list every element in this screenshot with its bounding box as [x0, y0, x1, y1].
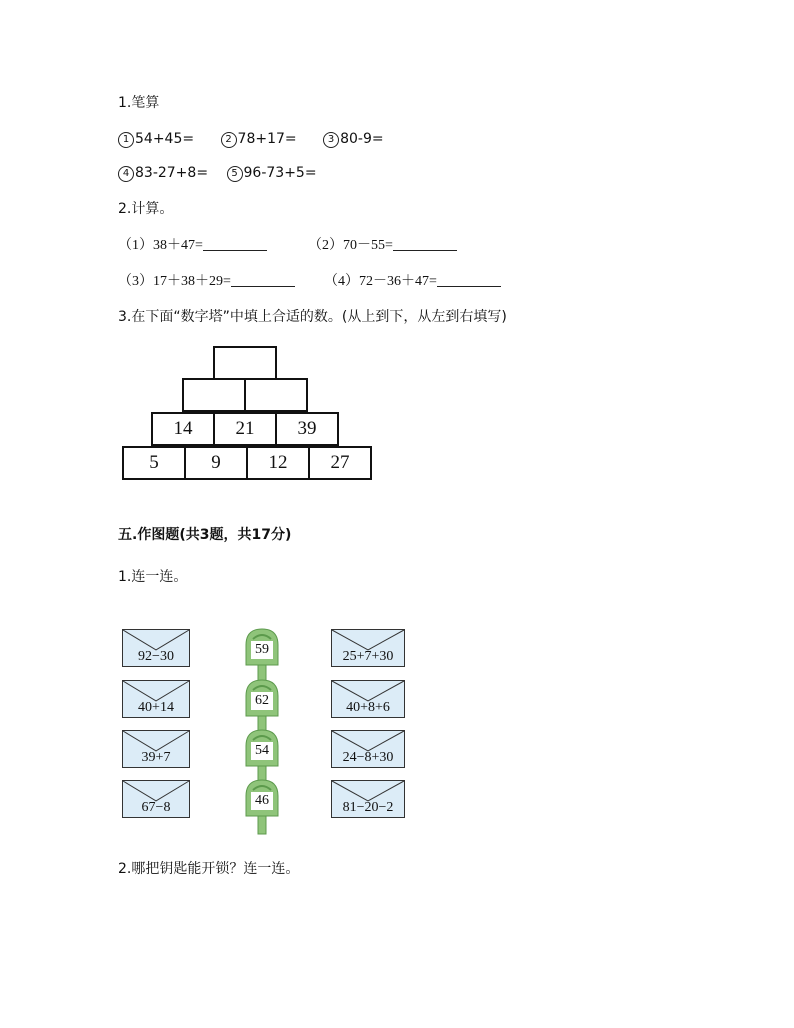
- q1-expr: 83-27+8=: [135, 165, 209, 181]
- q1-title: 1.笔算: [118, 95, 160, 111]
- tower-cell: 27: [308, 446, 372, 480]
- mailbox-number: 62: [251, 692, 273, 710]
- envelope[interactable]: [122, 680, 190, 718]
- q1-item: [118, 164, 208, 182]
- q2-expr: 72－36＋47=: [359, 274, 437, 289]
- circled-number: 2: [221, 132, 237, 148]
- envelope[interactable]: [331, 629, 405, 667]
- q1-row-1: [118, 130, 406, 148]
- tower-cell: 39: [275, 412, 339, 446]
- q2-expr: 38＋47=: [153, 238, 203, 253]
- tower-cell: 14: [151, 412, 215, 446]
- q1-item: [323, 130, 384, 148]
- answer-blank[interactable]: [437, 272, 501, 287]
- envelope[interactable]: [122, 730, 190, 768]
- q1-item: [118, 130, 194, 148]
- envelope-label: 40+8+6: [346, 700, 390, 715]
- envelope-label: 67−8: [141, 800, 171, 815]
- q2-item-3: [118, 272, 295, 291]
- q1-expr: 96-73+5=: [243, 165, 317, 181]
- envelope[interactable]: [331, 680, 405, 718]
- q1-expr: 54+45=: [135, 131, 195, 147]
- circled-number: 1: [118, 132, 134, 148]
- section-title: 五.作图题(共3题，共17分): [118, 527, 292, 543]
- s5q2-title: 2.哪把钥匙能开锁？连一连。: [118, 861, 300, 877]
- envelope-label: 92−30: [138, 649, 174, 664]
- tower-cell-empty[interactable]: [244, 378, 308, 412]
- circled-number: 4: [118, 166, 134, 182]
- circled-number: 5: [227, 166, 243, 182]
- mailbox-number: 54: [251, 742, 273, 760]
- mailbox-number: 46: [251, 792, 273, 810]
- envelope[interactable]: [122, 629, 190, 667]
- q1-item: [227, 164, 317, 182]
- q3-title: 3.在下面“数字塔”中填上合适的数。(从上到下，从左到右填写): [118, 309, 507, 325]
- q2-item-2: [308, 236, 457, 255]
- q1-expr: 80-9=: [340, 131, 384, 147]
- tower-cell: 9: [184, 446, 248, 480]
- tower-cell: 12: [246, 446, 310, 480]
- q2-num: （1）: [118, 238, 153, 253]
- mailbox-number: 59: [251, 641, 273, 659]
- tower-cell: 5: [122, 446, 186, 480]
- answer-blank[interactable]: [393, 236, 457, 251]
- tower-cell: 21: [213, 412, 277, 446]
- answer-blank[interactable]: [231, 272, 295, 287]
- q2-num: （3）: [118, 274, 153, 289]
- q2-title: 2.计算。: [118, 201, 174, 217]
- q1-item: [221, 130, 297, 148]
- mailbox[interactable]: [242, 778, 282, 838]
- envelope-label: 81−20−2: [342, 800, 394, 815]
- answer-blank[interactable]: [203, 236, 267, 251]
- envelope[interactable]: [122, 780, 190, 818]
- envelope[interactable]: [331, 780, 405, 818]
- q2-num: （2）: [308, 238, 343, 253]
- envelope-label: 24−8+30: [342, 750, 394, 765]
- envelope[interactable]: [331, 730, 405, 768]
- envelope-label: 25+7+30: [342, 649, 394, 664]
- q2-num: （4）: [324, 274, 359, 289]
- q2-expr: 17＋38＋29=: [153, 274, 231, 289]
- q2-item-1: [118, 236, 267, 255]
- q2-item-4: [324, 272, 501, 291]
- q1-row-2: [118, 164, 339, 182]
- tower-cell-empty[interactable]: [213, 346, 277, 380]
- circled-number: 3: [323, 132, 339, 148]
- envelope-label: 39+7: [141, 750, 171, 765]
- envelope-label: 40+14: [138, 700, 174, 715]
- q2-expr: 70－55=: [343, 238, 393, 253]
- s5q1-title: 1.连一连。: [118, 569, 188, 585]
- tower-cell-empty[interactable]: [182, 378, 246, 412]
- q1-expr: 78+17=: [237, 131, 297, 147]
